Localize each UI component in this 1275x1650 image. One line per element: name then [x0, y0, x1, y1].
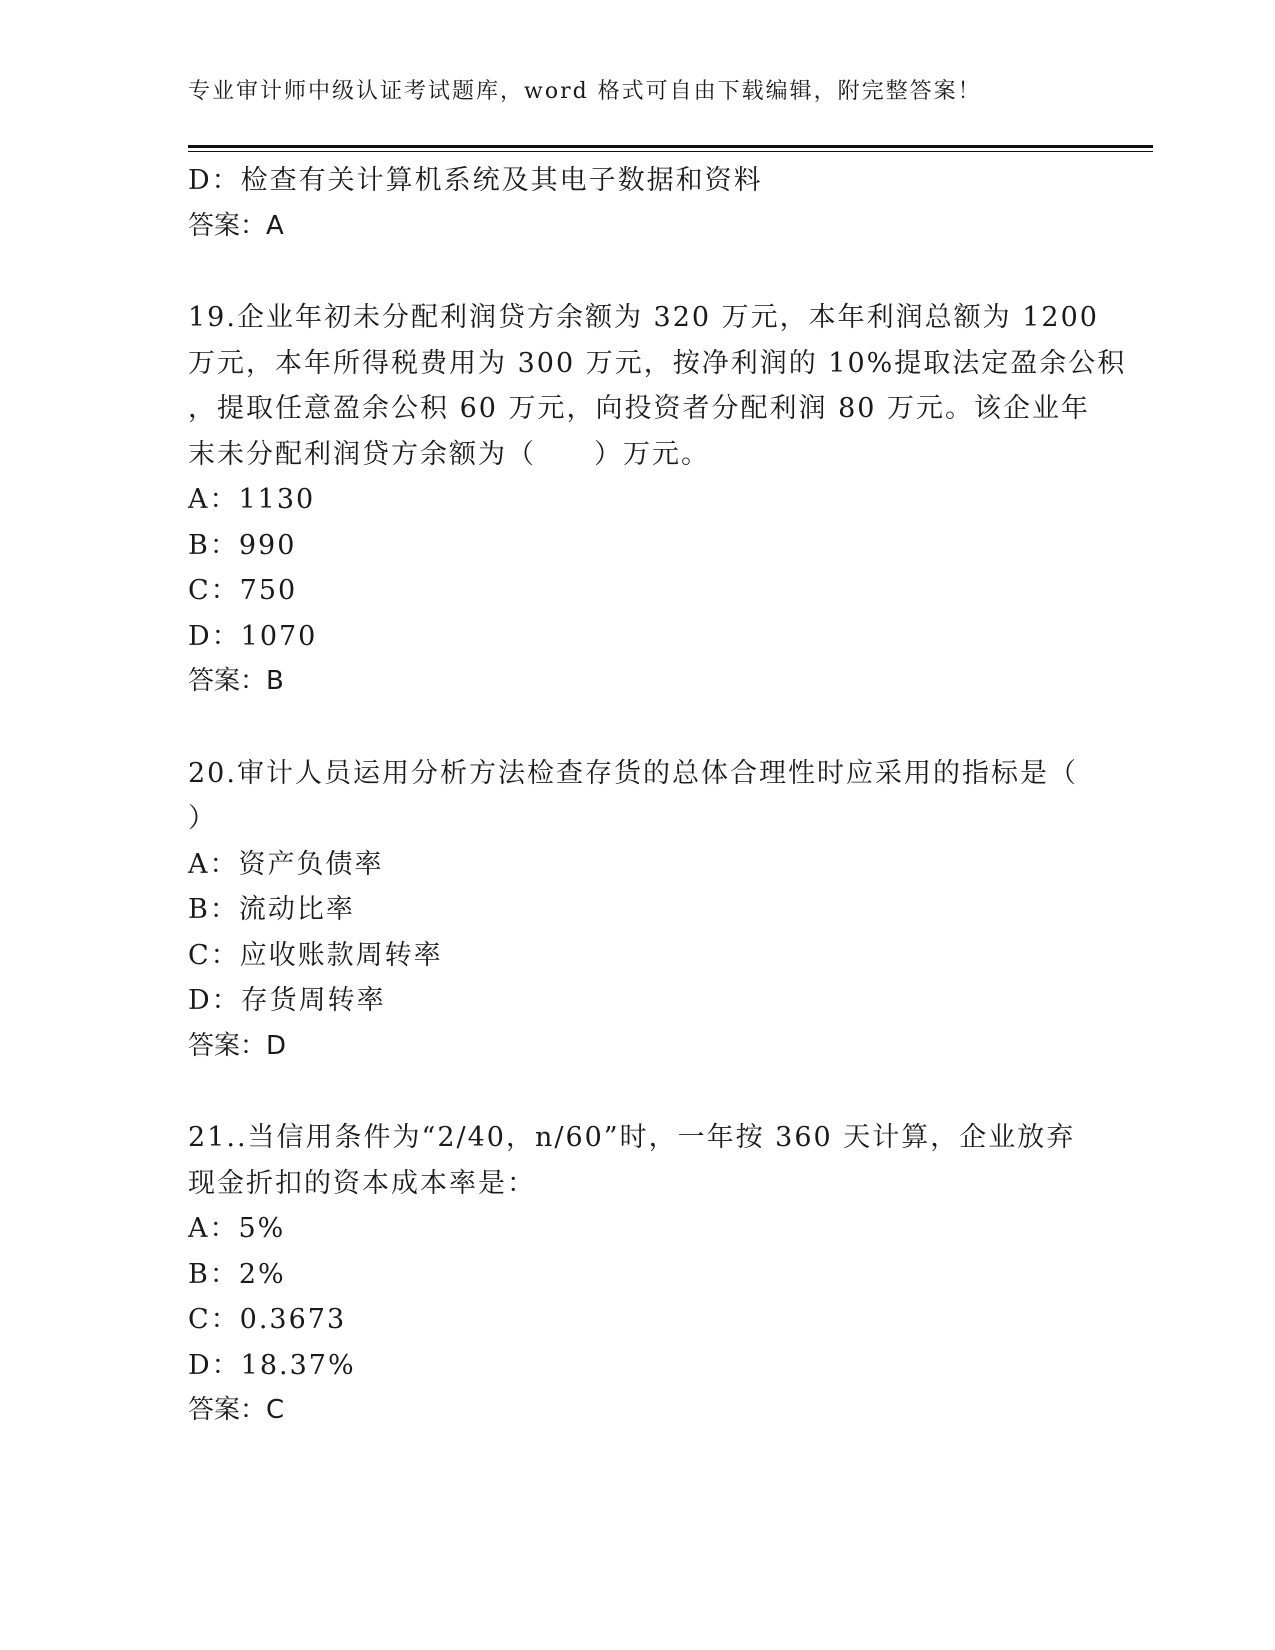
option-b: B：2% — [188, 1258, 286, 1290]
prev-answer: 答案：A — [188, 210, 284, 241]
answer: 答案：D — [188, 1030, 287, 1061]
option-c: C：应收账款周转率 — [188, 939, 443, 971]
header-rule-thin — [188, 151, 1153, 152]
question-line: 20.审计人员运用分析方法检查存货的总体合理性时应采用的指标是（ — [188, 757, 1078, 789]
option-c: C：0.3673 — [188, 1304, 347, 1335]
option-d: D：1070 — [188, 620, 318, 652]
question-21 — [188, 1115, 1078, 1434]
option-d: D：18.37% — [188, 1349, 356, 1381]
option-b: B：流动比率 — [188, 894, 355, 925]
question-19 — [188, 295, 1127, 705]
option-a: A：5% — [188, 1213, 286, 1244]
option-c: C：750 — [188, 575, 298, 606]
answer: 答案：C — [188, 1395, 285, 1425]
option-d: D：存货周转率 — [188, 985, 386, 1016]
question-line: 19.企业年初未分配利润贷方余额为 320 万元，本年利润总额为 1200 — [188, 302, 1099, 333]
document-body — [188, 158, 1127, 1434]
question-line: 现金折扣的资本成本率是： — [188, 1167, 536, 1199]
prev-option-d: D：检查有关计算机系统及其电子数据和资料 — [188, 165, 763, 196]
question-20 — [188, 751, 1078, 1070]
page-header: 专业审计师中级认证考试题库，word 格式可自由下载编辑，附完整答案！ — [188, 79, 982, 104]
question-line: ） — [188, 803, 217, 834]
question-line: 万元，本年所得税费用为 300 万元，按净利润的 10%提取法定盈余公积 — [188, 347, 1127, 379]
option-a: A：资产负债率 — [188, 848, 384, 880]
question-line: ，提取任意盈余公积 60 万元，向投资者分配利润 80 万元。该企业年 — [188, 393, 1091, 424]
answer: 答案：B — [188, 666, 284, 696]
option-b: B：990 — [188, 529, 297, 561]
question-line: 21..当信用条件为“2/40，n/60”时，一年按 360 天计算，企业放弃 — [188, 1122, 1076, 1153]
header-rule-thick — [188, 145, 1153, 148]
option-a: A：1130 — [188, 484, 316, 515]
question-line: 末未分配利润贷方余额为（ ）万元。 — [188, 438, 710, 470]
